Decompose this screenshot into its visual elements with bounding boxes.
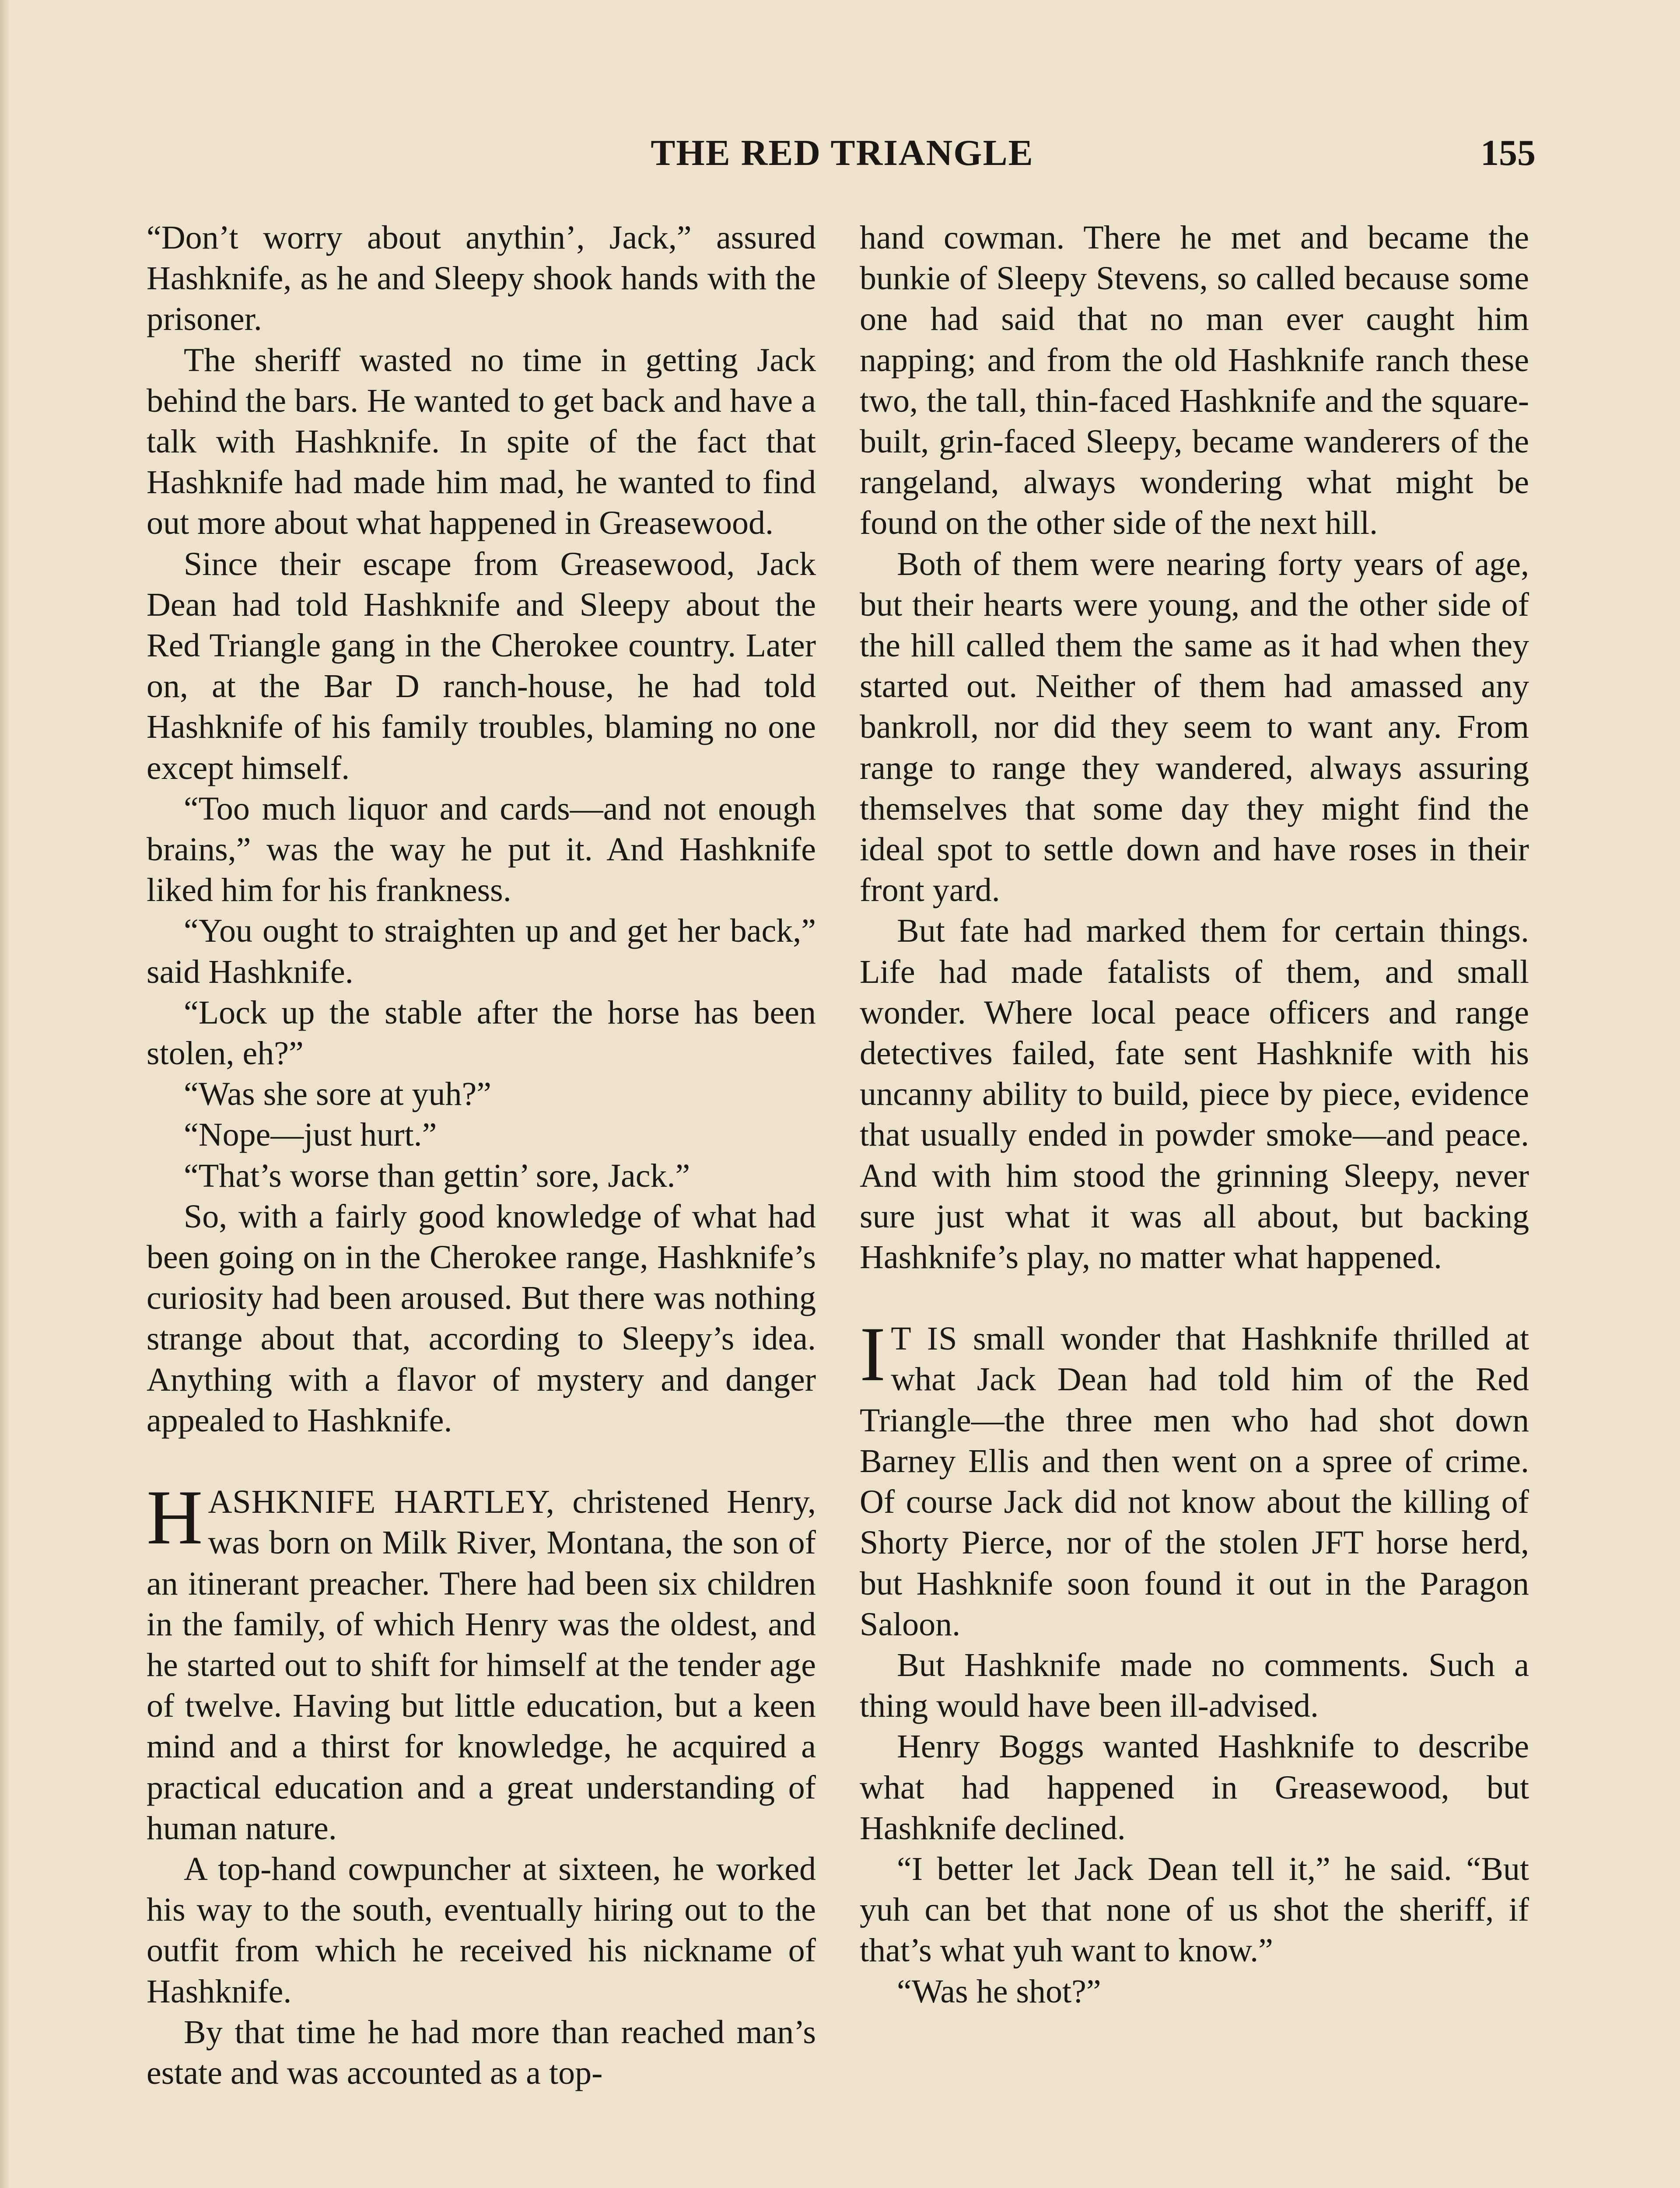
lead-in-caps: T IS: [891, 1320, 958, 1357]
paragraph: Henry Boggs wanted Hashknife to describe what had happened in Greasewood, but Hashknife declined.: [860, 1728, 1529, 1847]
paragraph: But Hashknife made no comments. Such a thing would have been ill-advised.: [860, 1646, 1529, 1725]
drop-cap: H: [147, 1474, 203, 1561]
paragraph: Since their escape from Greasewood, Jack Dean had told Hashknife and Sleepy about the Red Triangle gang in the Cherokee country. Later on, at the Bar D ranch-house, he had told Hashknife of his family troubles, blaming no one except himself.: [147, 545, 816, 786]
paragraph: Both of them were nearing forty years of age, but their hearts were young, and the other side of the hill called them the same as it had when they started out. Neither of them had amassed any bankroll, nor did they seem to want any. From range to range they wandered, always assuring themselves that some day they might find the ideal spot to settle down and have roses in their front yard.: [860, 545, 1529, 909]
paragraph: hand cowman. There he met and became the bunkie of Sleepy Stevens, so called because some one had said that no man ever caught him napping; and from the old Hashknife ranch these two, the tall, thin-faced Hashknife and the square-built, grin-faced Sleepy, became wanderers of the rangeland, always wondering what might be found on the other side of the next hill.: [860, 219, 1529, 542]
paragraph: But fate had marked them for certain things. Life had made fatalists of them, and small wonder. Where local peace officers and range detectives failed, fate sent Hashknife with his uncanny ability to build, piece by piece, evidence that usually ended in powder smoke—and peace. And with him stood the grinning Sleepy, never sure just what it was all about, but backing Hashknife’s play, no matter what happened.: [860, 912, 1529, 1276]
paragraph: “Don’t worry about anythin’, Jack,” assured Hashknife, as he and Sleepy shook hands with the prisoner.: [147, 219, 816, 338]
section-opening-paragraph: [860, 1311, 1529, 1645]
section-opening-paragraph: [147, 1474, 816, 1849]
left-column: [147, 217, 816, 2093]
paragraph: “Was she sore at yuh?”: [184, 1076, 491, 1113]
running-head: [0, 127, 1680, 179]
paragraph: “Was he shot?”: [897, 1973, 1101, 2010]
paragraph: “Nope—just hurt.”: [184, 1116, 437, 1154]
drop-cap: I: [860, 1311, 886, 1398]
paragraph: “I better let Jack Dean tell it,” he said. “But yuh can bet that none of us shot the sheriff, if that’s what yuh want to know.”: [860, 1850, 1529, 1969]
paragraph: “Too much liquor and cards—and not enough brains,” was the way he put it. And Hashknife liked him for his frankness.: [147, 790, 816, 909]
paragraph: “That’s worse than gettin’ sore, Jack.”: [184, 1157, 690, 1194]
paragraph: So, with a fairly good knowledge of what had been going on in the Cherokee range, Hashknife’s curiosity had been aroused. But there was nothing strange about that, according to Sleepy’s idea. Anything with a flavor of mystery and danger appealed to Hashknife.: [147, 1198, 816, 1439]
page-edge: [0, 0, 10, 2188]
lead-in-caps: ASHKNIFE HARTLEY,: [208, 1483, 555, 1521]
paragraph: A top-hand cowpuncher at sixteen, he worked his way to the south, eventually hiring out to the outfit from which he received his nickname of Hashknife.: [147, 1850, 816, 2010]
page-number: 155: [1480, 133, 1536, 173]
paragraph-text: small wonder that Hashknife thrilled at what Jack Dean had told him of the Red Triangle—the three men who had shot down Barney Ellis and then went on a spree of crime. Of course Jack did not know about the killing of Shorty Pierce, nor of the stolen JFT horse herd, but Hashknife soon found it out in the Paragon Saloon.: [860, 1320, 1529, 1643]
right-column: [860, 217, 1529, 2012]
paragraph-text: christened Henry, was born on Milk River, Montana, the son of an itinerant preacher. There had been six children in the family, of which Henry was the oldest, and he started out to shift for himself at the tender age of twelve. Having but little education, but a keen mind and a thirst for knowledge, he acquired a practical education and a great understanding of human nature.: [147, 1483, 816, 1847]
page-title: THE RED TRIANGLE: [651, 133, 1034, 173]
paragraph: “You ought to straighten up and get her back,” said Hashknife.: [147, 912, 816, 990]
paragraph: The sheriff wasted no time in getting Jack behind the bars. He wanted to get back and have a talk with Hashknife. In spite of the fact that Hashknife had made him mad, he wanted to find out more about what happened in Greasewood.: [147, 341, 816, 542]
paragraph: By that time he had more than reached man’s estate and was accounted as a top-: [147, 2013, 816, 2091]
paragraph: “Lock up the stable after the horse has been stolen, eh?”: [147, 994, 816, 1072]
